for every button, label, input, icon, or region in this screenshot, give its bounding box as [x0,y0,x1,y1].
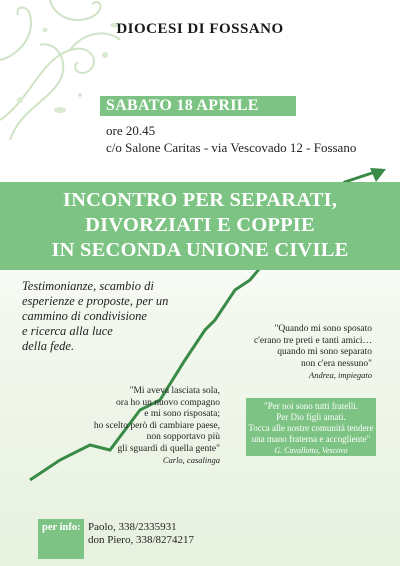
info-label: per info: [38,519,84,559]
description-line: cammino di condivisione [22,309,147,323]
testimony-quote-andrea [202,324,372,382]
quote-line: non c'era nessuno" [300,358,372,369]
quote-author: G. Cavallotto, Vescovo [274,446,348,455]
title-line: IN SECONDA UNIONE CIVILE [51,239,349,261]
event-time: ore 20.45 [106,123,156,138]
quote-line: una mano fraterna e accogliente" [251,434,371,444]
title-line: DIVORZIATI E COPPIE [85,214,315,236]
quote-author: Carlo, casalinga [162,455,220,465]
contact-line: don Piero, 338/8274217 [88,534,195,546]
quote-line: non sopportavo più [146,432,220,442]
testimony-quote-carlo [70,386,220,467]
quote-line: Per Dio figli amati. [276,412,346,422]
quote-line: c'erano tre preti e tanti amici… [253,335,372,346]
quote-line: e mi sono risposata; [144,409,220,419]
contact-line: Paolo, 338/2335931 [88,521,177,533]
quote-line: gli sguardi di quella gente" [117,443,220,454]
contact-info [88,521,194,547]
quote-line: ora ho un nuovo compagno [116,397,220,408]
description-line: esperienze e proposte, per un [22,294,169,308]
quote-line: "Mi aveva lasciata sola, [129,386,220,396]
event-venue: c/o Salone Caritas - via Vescovado 12 - Fossano [106,140,357,155]
description-line: della fede. [22,339,75,353]
description-line: Testimonianze, scambio di [22,279,154,293]
description-line: e ricerca alla luce [22,324,113,338]
quote-line: "Per noi sono tutti fratelli. [264,401,358,411]
event-title [0,188,400,263]
quote-line: Tocca alle nostre comunità tendere [248,423,374,433]
event-description [22,279,207,354]
quote-line: ho scelto però di cambiare paese, [93,420,220,431]
bishop-quote-box [246,398,376,456]
diocese-title: DIOCESI DI FOSSANO [116,21,284,37]
quote-line: quando mi sono separato [277,347,372,357]
title-line: INCONTRO PER SEPARATI, [62,189,338,211]
event-date: SABATO 18 APRILE [100,96,296,116]
quote-line: "Quando mi sono sposato [274,324,372,334]
quote-author: Andrea, impiegato [309,370,372,380]
